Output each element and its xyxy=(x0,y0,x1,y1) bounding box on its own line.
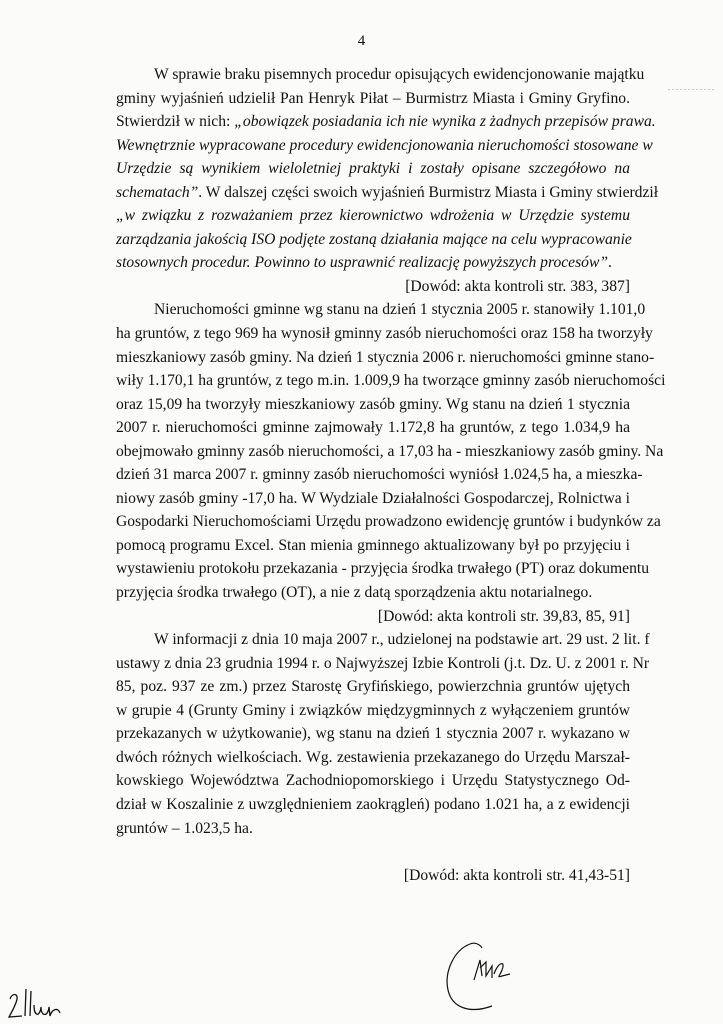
text-line xyxy=(116,557,650,581)
text-segment: w grupie 4 (Grunty Gminy i związków międzygminnych z wyłączeniem gruntów xyxy=(116,701,630,719)
text-segment: gruntów – 1.023,5 ha. xyxy=(116,819,253,837)
text-segment: dział w Koszalinie z uwzględnieniem zaokrągleń) podano 1.021 ha, a z ewidencji xyxy=(116,795,630,813)
text-segment: gminy wyjaśnień udzielił Pan Henryk Piłat – Burmistrz Miasta i Gminy Gryfino. xyxy=(116,89,630,107)
text-segment: 2007 r. nieruchomości gminne zajmowały 1.172,8 ha gruntów, z tego 1.034,9 ha xyxy=(116,419,630,437)
signature-icon xyxy=(440,938,530,1018)
text-line xyxy=(116,534,630,558)
paragraph xyxy=(116,628,650,887)
text-line xyxy=(116,369,666,393)
text-line xyxy=(116,393,630,417)
initials-icon xyxy=(4,985,64,1021)
quoted-italic-text: stosownych procedur. Powinno to usprawnić realizację powyższych procesów” xyxy=(116,254,609,272)
quoted-italic-text: „obowiązek posiadania ich nie wynika z żadnych przepisów prawa. xyxy=(234,113,656,131)
document-body xyxy=(116,63,666,887)
text-segment: wystawieniu protokołu przekazania - przyjęcia środka trwałego (PT) oraz dokumentu xyxy=(116,560,650,578)
text-line xyxy=(116,322,653,346)
quoted-italic-text: zarządzania jakością ISO podjęte zostaną działania mające na celu wypracowanie xyxy=(116,230,632,248)
text-line xyxy=(116,746,630,770)
text-segment: W sprawie braku pisemnych procedur opisujących ewidencjonowanie majątku xyxy=(154,66,645,83)
quoted-italic-text: „w związku z rozważaniem przez kierownictwo wdrożenia w Urzędzie systemu xyxy=(116,207,630,225)
paragraph xyxy=(116,63,659,298)
text-segment: mieszkaniowy zasób gminy. Na dzień 1 stycznia 2006 r. nieruchomości gminne stano- xyxy=(116,348,655,366)
text-segment: przyjęcia środka trwałego (OT), a nie z datą sporządzenia aktu notarialnego. xyxy=(116,584,593,602)
text-segment: wiły 1.170,1 ha gruntów, z tego m.in. 1.009,9 ha tworzące gminny zasób nieruchomości xyxy=(116,372,666,390)
evidence-reference xyxy=(116,605,630,629)
text-segment: Stwierdził w nich: xyxy=(116,113,235,131)
text-segment: kowskiego Województwa Zachodniopomorskiego i Urzędu Statystycznego Od- xyxy=(116,772,630,790)
text-segment: ustawy z dnia 23 grudnia 1994 r. o Najwyższej Izbie Kontroli (j.t. Dz. U. z 2001 r. Nr xyxy=(116,654,650,672)
text-line xyxy=(116,628,650,652)
text-segment: [Dowód: akta kontroli str. 39,83, 85, 91] xyxy=(377,607,630,625)
text-line xyxy=(116,228,630,252)
text-line xyxy=(116,157,630,181)
paragraph xyxy=(116,298,666,628)
spacer xyxy=(116,840,630,864)
text-line xyxy=(116,440,664,464)
quoted-italic-text: Wewnętrznie wypracowane procedury ewidencjonowania nieruchomości stosowane w xyxy=(116,136,653,154)
text-segment: Nieruchomości gminne wg stanu na dzień 1 stycznia 2005 r. stanowiły 1.101,0 xyxy=(154,301,646,319)
text-segment: Gospodarki Nieruchomościami Urzędu prowadzono ewidencję gruntów i budynków za xyxy=(116,513,661,531)
text-line xyxy=(116,510,661,534)
text-line xyxy=(116,722,630,746)
text-line xyxy=(116,769,630,793)
text-line xyxy=(116,463,643,487)
text-line xyxy=(116,298,646,322)
text-segment: niowy zasób gminy -17,0 ha. W Wydziale Działalności Gospodarczej, Rolnictwa i xyxy=(116,489,630,507)
text-line xyxy=(116,134,653,158)
text-line xyxy=(116,251,630,275)
text-line xyxy=(116,675,630,699)
text-segment: [Dowód: akta kontroli str. 383, 387] xyxy=(405,277,630,295)
text-segment: . xyxy=(608,254,612,272)
text-line xyxy=(116,793,630,817)
text-segment: oraz 15,09 ha tworzyły mieszkaniowy zasób gminy. Wg stanu na dzień 1 stycznia xyxy=(116,395,630,413)
text-line xyxy=(116,699,630,723)
text-line xyxy=(116,817,630,841)
text-line xyxy=(116,416,630,440)
text-segment: dzień 31 marca 2007 r. gminny zasób nieruchomości wyniósł 1.024,5 ha, a mieszka- xyxy=(116,466,643,484)
text-line xyxy=(116,487,630,511)
text-line xyxy=(116,63,645,87)
text-line xyxy=(116,652,650,676)
quoted-italic-text: Urzędzie są wynikiem wieloletniej praktyki i zostały opisane szczegółowo na xyxy=(116,160,630,178)
page-number: 4 xyxy=(357,33,366,49)
text-segment: obejmowało gminny zasób nieruchomości, a 17,03 ha - mieszkaniowy zasób gminy. Na xyxy=(116,442,664,460)
text-segment: dwóch różnych wielkościach. Wg. zestawienia przekazanego do Urzędu Marszał- xyxy=(116,748,630,766)
text-line xyxy=(116,181,659,205)
text-line xyxy=(116,204,630,228)
text-segment: pomocą programu Excel. Stan mienia gminnego aktualizowany był po przyjęciu i xyxy=(116,536,630,554)
text-segment: [Dowód: akta kontroli str. 41,43-51] xyxy=(403,866,630,884)
text-line xyxy=(116,346,655,370)
text-segment: W informacji z dnia 10 maja 2007 r., udzielonej na podstawie art. 29 ust. 2 lit. f xyxy=(154,631,650,649)
evidence-reference xyxy=(116,864,630,888)
text-segment: . W dalszej części swoich wyjaśnień Burmistrz Miasta i Gminy stwierdził xyxy=(198,183,659,201)
text-segment: 85, poz. 937 ze zm.) przez Starostę Gryfińskiego, powierzchnia gruntów ujętych xyxy=(116,678,630,696)
text-segment: przekazanych w użytkowanie), wg stanu na dzień 1 stycznia 2007 r. wykazano w xyxy=(116,725,630,743)
text-line xyxy=(116,110,656,134)
evidence-reference xyxy=(116,275,630,299)
text-line xyxy=(116,581,630,605)
quoted-italic-text: schematach” xyxy=(116,183,199,201)
text-line xyxy=(116,87,630,111)
text-segment: ha gruntów, z tego 969 ha wynosił gminny zasób nieruchomości oraz 158 ha tworzyły xyxy=(116,325,653,343)
margin-mark xyxy=(668,88,718,91)
